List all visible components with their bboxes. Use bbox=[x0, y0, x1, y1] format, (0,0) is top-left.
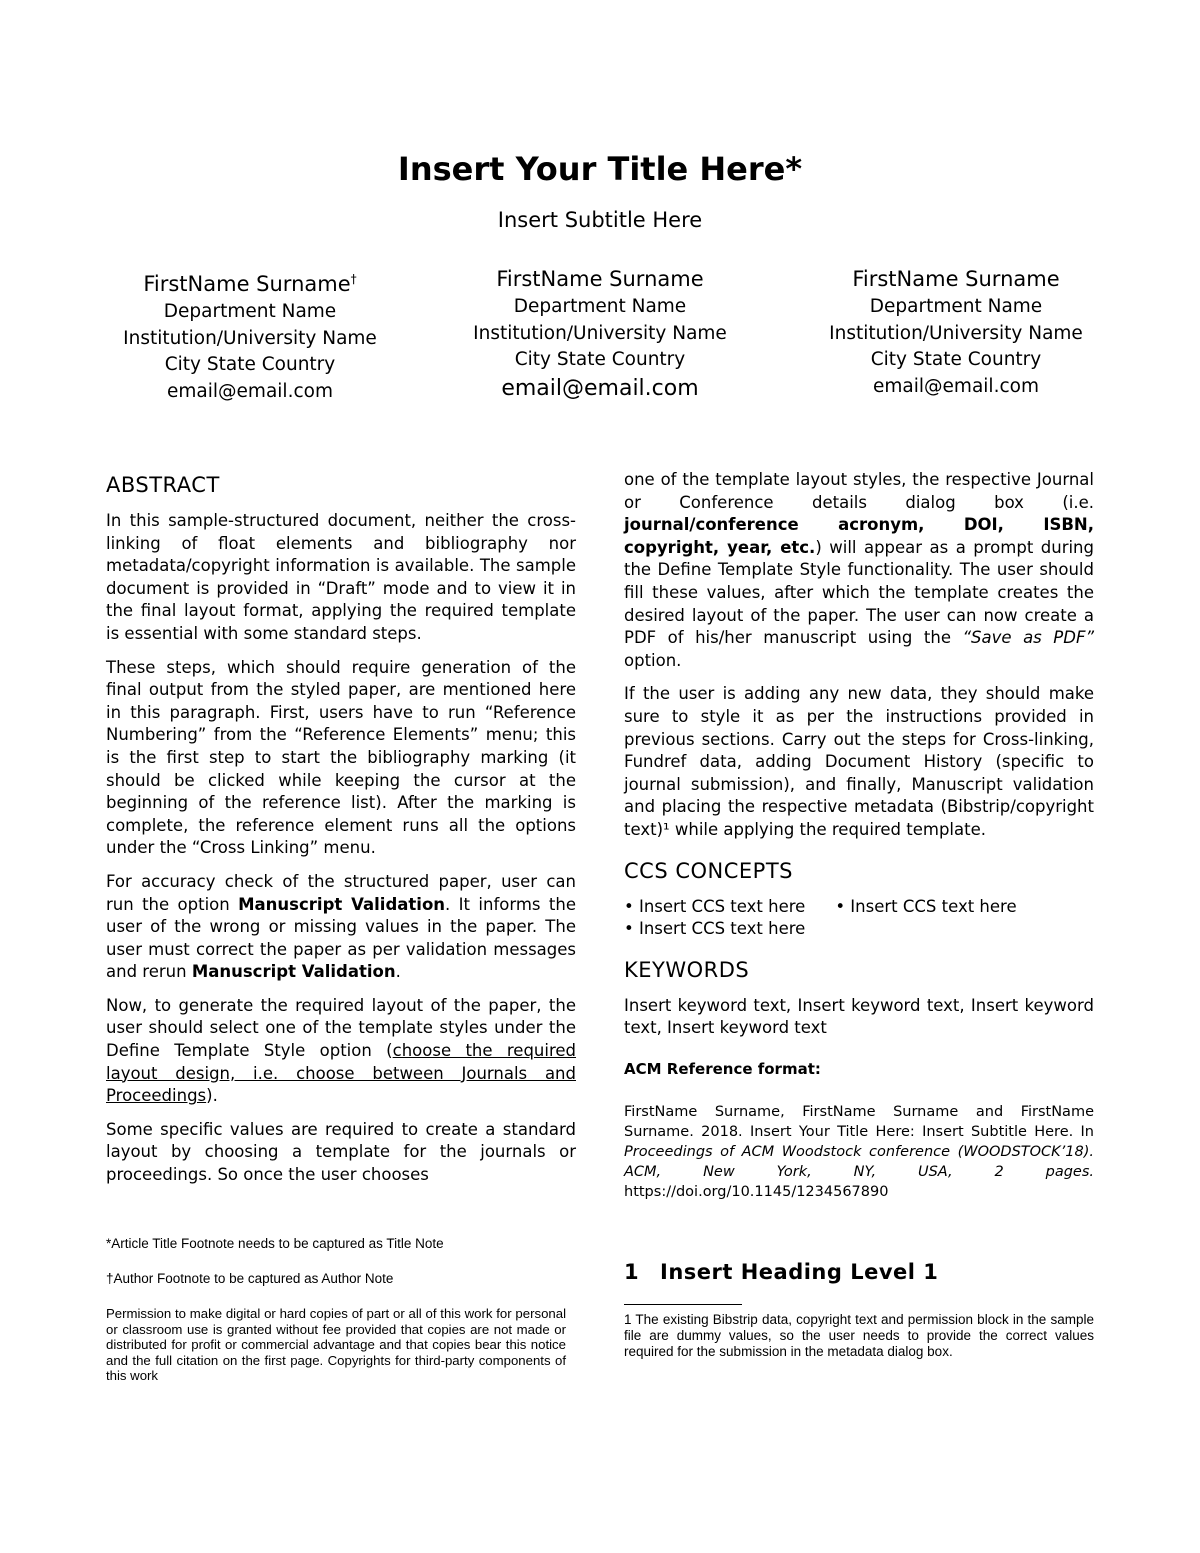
title-footnote: *Article Title Footnote needs to be captured as Title Note bbox=[106, 1236, 444, 1251]
left-footnotes bbox=[106, 1236, 566, 1383]
author-institution: Institution/University Name bbox=[829, 322, 1083, 344]
abstract-paragraph: These steps, which should require generation of the final output from the styled paper, are mentioned here in this paragraph. First, users have to run “Reference Numbering” from the “Reference Elements” menu; this is the first step to start the bibliography marking (it should be clicked while keeping the cursor at the beginning of the reference list). After the marking is complete, the reference element runs all the options under the “Cross Linking” menu. bbox=[106, 657, 576, 858]
ccs-item: • Insert CCS text here bbox=[835, 896, 1017, 916]
author-name: FirstName Surname bbox=[852, 267, 1060, 291]
abstract-heading: ABSTRACT bbox=[106, 473, 220, 497]
author-department: Department Name bbox=[513, 296, 687, 317]
ccs-heading: CCS CONCEPTS bbox=[624, 858, 793, 883]
abstract-paragraph: In this sample-structured document, neither the cross-linking of float elements and bibliography nor metadata/copyright information is available. The sample document is provided in “Draft” mode and to view it in the final layout format, applying the required template is essential with some standard steps. bbox=[106, 511, 576, 643]
acm-reference-heading: ACM Reference format: bbox=[624, 1059, 821, 1078]
left-column bbox=[106, 470, 576, 1240]
author-location: City State Country bbox=[514, 349, 686, 370]
paper-subtitle: Insert Subtitle Here bbox=[497, 208, 703, 232]
ccs-item: • Insert CCS text here bbox=[624, 919, 806, 939]
paper-title: Insert Your Title Here* bbox=[397, 150, 803, 188]
author-department: Department Name bbox=[163, 301, 337, 322]
author-block-1 bbox=[70, 264, 430, 405]
abstract-paragraph: Now, to generate the required layout of the paper, the user should select one of the template styles under the Define Template Style option (choose the required layout design, i.e. choose between Journals and Proceedings). bbox=[106, 995, 577, 1106]
author-name: FirstName Surname bbox=[496, 267, 704, 291]
acm-reference-text: FirstName Surname, FirstName Surname and FirstName Surname. 2018. Insert Your Title Here: Insert Subtitle Here. In Proceedings of ACM Woodstock conference (WOODSTOCK’18). ACM, New York, NY, USA, 2 pages. https://doi.org/10.1145/1234567890 bbox=[624, 1104, 1094, 1201]
ccs-list bbox=[624, 896, 1094, 941]
author-email: email@email.com bbox=[873, 375, 1039, 397]
footnote-rule bbox=[624, 1304, 742, 1305]
body-paragraph: If the user is adding any new data, they should make sure to style it as per the instructions provided in previous sections. Carry out the steps for Cross-linking, Fundref data, adding Document History (specific to journal submission), and finally, Manuscript validation and placing the respective metadata (Bibstrip/copyright text)¹ while applying the required template. bbox=[624, 684, 1094, 839]
author-name: FirstName Surname† bbox=[143, 272, 357, 296]
author-block-2 bbox=[420, 264, 780, 404]
abstract-paragraph: Some specific values are required to create a standard layout by choosing a template for the journals or proceedings. So once the user chooses bbox=[106, 1119, 576, 1185]
author-institution: Institution/University Name bbox=[473, 322, 727, 344]
keywords-heading: KEYWORDS bbox=[624, 957, 750, 982]
abstract-paragraph: For accuracy check of the structured paper, user can run the option Manuscript Validation. It informs the user of the wrong or missing values in the paper. The user must correct the paper as per validation messages and rerun Manuscript Validation. bbox=[106, 871, 576, 982]
author-department: Department Name bbox=[869, 296, 1043, 317]
ccs-item: • Insert CCS text here bbox=[624, 896, 806, 916]
author-block-3 bbox=[776, 264, 1136, 400]
section-heading-1: 1 Insert Heading Level 1 bbox=[624, 1260, 939, 1284]
author-email: email@email.com bbox=[167, 380, 333, 402]
permission-block: Permission to make digital or hard copies of part or all of this work for personal or classroom use is granted without fee provided that copies are not made or distributed for profit or commercial advantage and that copies bear this notice and the full citation on the first page. Copyrights for third-party components of this work bbox=[106, 1306, 566, 1383]
author-institution: Institution/University Name bbox=[123, 327, 377, 349]
author-location: City State Country bbox=[870, 349, 1042, 370]
right-column bbox=[624, 469, 1094, 1213]
author-footnote: †Author Footnote to be captured as Author Note bbox=[106, 1271, 394, 1286]
footnote-1: 1 The existing Bibstrip data, copyright text and permission block in the sample file are dummy values, so the user needs to provide the correct values required for the submission in the metadata dialog box. bbox=[624, 1312, 1094, 1359]
author-email: email@email.com bbox=[501, 375, 699, 401]
keywords-text: Insert keyword text, Insert keyword text, Insert keyword text, Insert keyword text bbox=[624, 995, 1094, 1038]
body-paragraph: one of the template layout styles, the respective Journal or Conference details dialog box (i.e. journal/conference acronym, DOI, ISBN, copyright, year, etc.) will appear as a prompt during the Define Template Style functionality. The user should fill these values, after which the template creates the desired layout of the paper. The user can now create a PDF of his/her manuscript using the “Save as PDF” option. bbox=[624, 470, 1094, 670]
author-location: City State Country bbox=[164, 354, 336, 375]
